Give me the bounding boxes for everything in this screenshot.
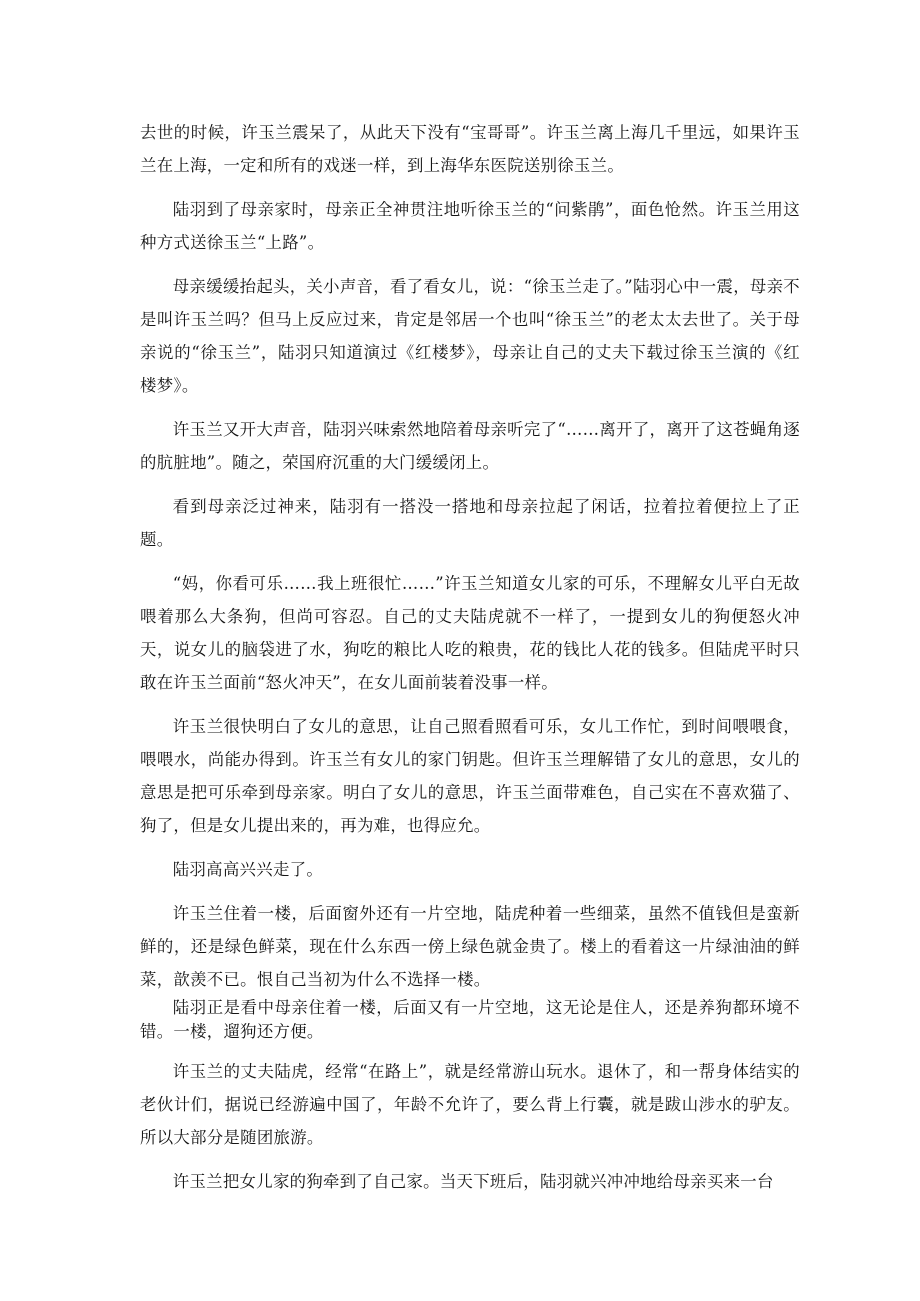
paragraph-3: 母亲缓缓抬起头，关小声音，看了看女儿，说：“徐玉兰走了。”陆羽心中一震，母亲不是叫许玉兰吗？但马上反应过来，肯定是邻居一个也叫“徐玉兰”的老太太去世了。关于母亲说的“徐玉兰”，陆羽只知道演过《红楼梦》，母亲让自己的丈夫下载过徐玉兰演的《红楼梦》。	[140, 277, 800, 395]
paragraph-6: “妈，你看可乐……我上班很忙……”许玉兰知道女儿家的可乐，不理解女儿平白无故喂着那么大条狗，但尚可容忍。自己的丈夫陆虎就不一样了，一提到女儿的狗便怒火冲天，说女儿的脑袋进了水，狗吃的粮比人吃的粮贵，花的钱比人花的钱多。但陆虎平时只敢在许玉兰面前“怒火冲天”，在女儿面前装着没事一样。	[140, 574, 800, 692]
paragraph-8: 陆羽高高兴兴走了。	[172, 860, 324, 879]
paragraph-2: 陆羽到了母亲家时，母亲正全神贯注地听徐玉兰的“问紫鹃”，面色怆然。许玉兰用这种方式送徐玉兰“上路”。	[140, 200, 800, 252]
paragraph-4: 许玉兰又开大声音，陆羽兴味索然地陪着母亲听完了“……离开了，离开了这苍蝇角逐的肮脏地”。随之，荣国府沉重的大门缓缓闭上。	[140, 420, 800, 472]
document-body	[140, 116, 800, 1198]
paragraph-7: 许玉兰很快明白了女儿的意思，让自己照看照看可乐，女儿工作忙，到时间喂喂食，喂喂水，尚能办得到。许玉兰有女儿的家门钥匙。但许玉兰理解错了女儿的意思，女儿的意思是把可乐牵到母亲家。明白了女儿的意思，许玉兰面带难色，自己实在不喜欢猫了、狗了，但是女儿提出来的，再为难，也得应允。	[140, 717, 800, 835]
paragraph-9: 许玉兰住着一楼，后面窗外还有一片空地，陆虎种着一些细菜，虽然不值钱但是蛮新鲜的，还是绿色鲜菜，现在什么东西一傍上绿色就金贵了。楼上的看着这一片绿油油的鲜菜，歆羡不已。恨自己当初为什么不选择一楼。	[140, 904, 800, 989]
paragraph-12: 许玉兰把女儿家的狗牵到了自己家。当天下班后，陆羽就兴冲冲地给母亲买来一台	[172, 1172, 774, 1191]
paragraph-5: 看到母亲泛过神来，陆羽有一搭没一搭地和母亲拉起了闲话，拉着拉着便拉上了正题。	[140, 497, 800, 549]
paragraph-1: 去世的时候，许玉兰震呆了，从此天下没有“宝哥哥”。许玉兰离上海几千里远，如果许玉兰在上海，一定和所有的戏迷一样，到上海华东医院送别徐玉兰。	[140, 123, 800, 175]
paragraph-11: 许玉兰的丈夫陆虎，经常“在路上”，就是经常游山玩水。退休了，和一帮身体结实的老伙计们，据说已经游遍中国了，年龄不允许了，要么背上行囊，就是跋山涉水的驴友。所以大部分是随团旅游。	[140, 1062, 800, 1147]
paragraph-10: 陆羽正是看中母亲住着一楼，后面又有一片空地，这无论是住人，还是养狗都环境不错。一楼，遛狗还方便。	[140, 998, 800, 1041]
